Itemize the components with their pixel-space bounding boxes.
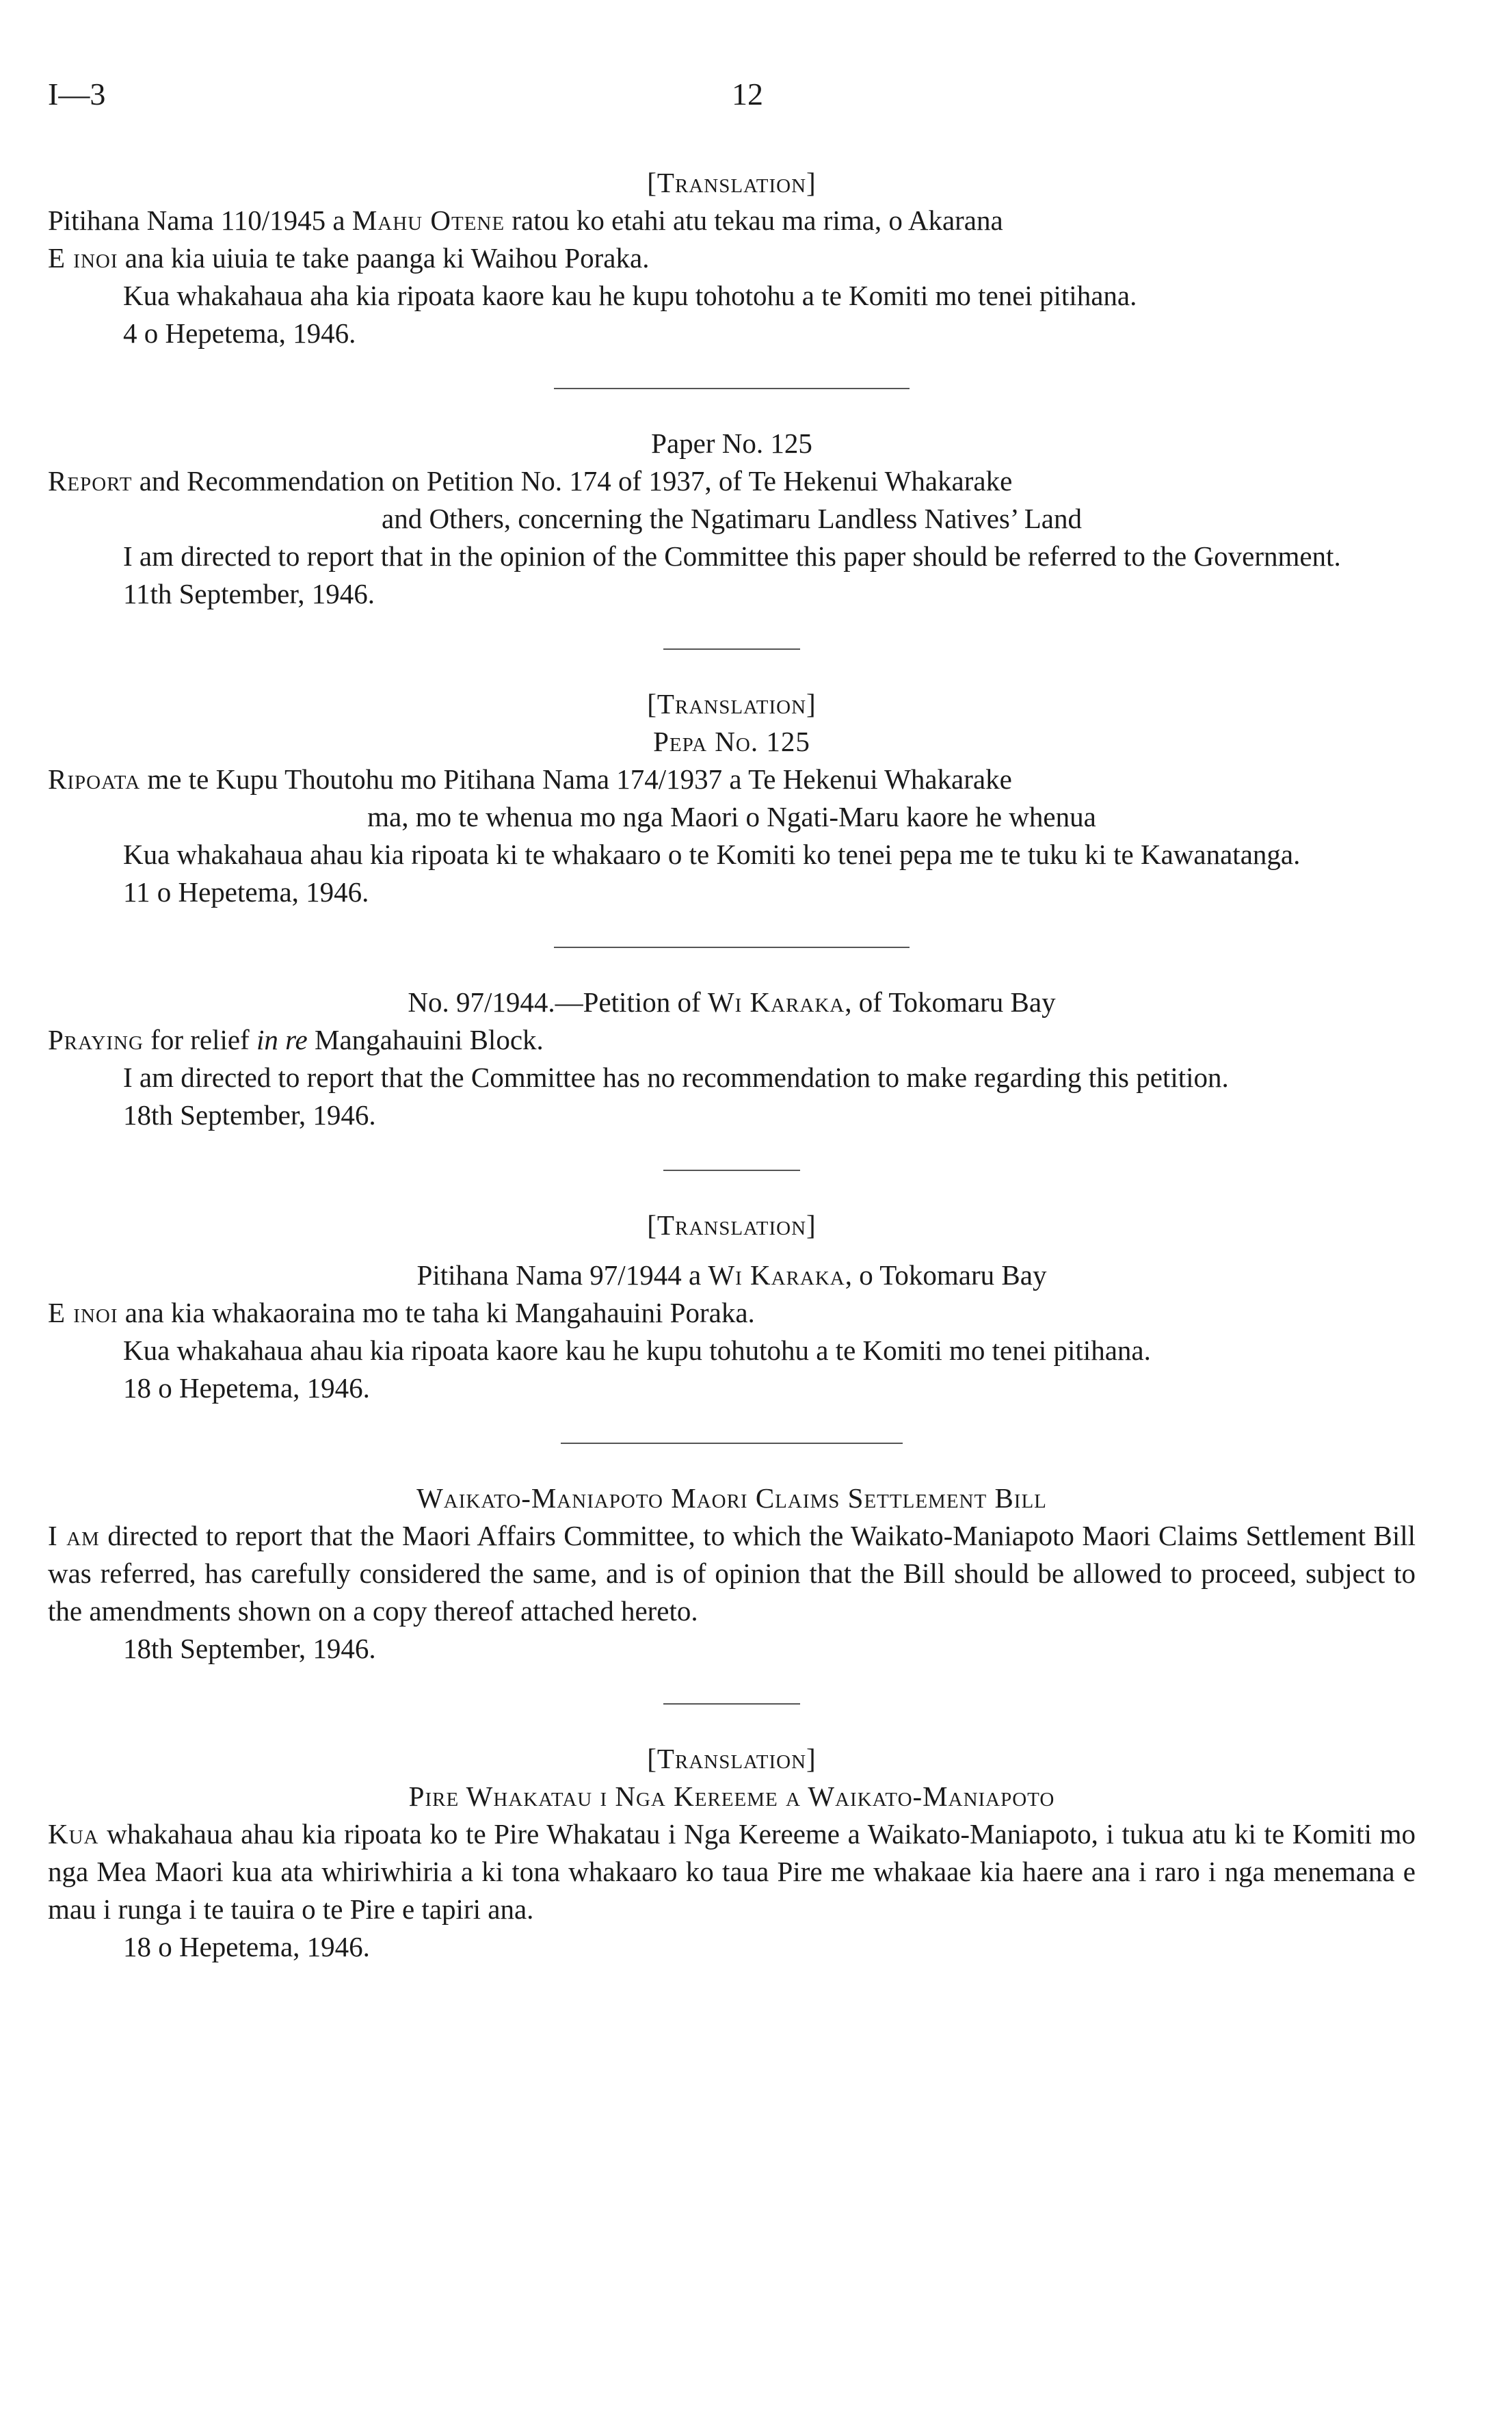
petitioner-name: Wi Karaka: [708, 1259, 845, 1291]
petition-97-1944: [48, 984, 1416, 1134]
petitioner-name: Wi Karaka: [707, 986, 845, 1018]
paper-number: Pepa No. 125: [653, 726, 810, 757]
section-divider: [554, 388, 910, 389]
committee-report: I am directed to report that the Committee has no recommendation to make regarding this petition.: [123, 1062, 1229, 1093]
translation-paper-125: [48, 685, 1416, 911]
report-date: 18th September, 1946.: [123, 1633, 376, 1664]
report-lead: I am: [48, 1520, 100, 1551]
prayer-line: [48, 1021, 1416, 1059]
paper-title-line-2: and Others, concerning the Ngatimaru Landless Natives’ Land: [382, 503, 1082, 534]
bill-title: Waikato-Maniapoto Maori Claims Settlement Bill: [416, 1482, 1047, 1514]
translation-bill-report: [48, 1740, 1416, 1966]
committee-report: Kua whakahaua aha kia ripoata kaore kau he kupu tohotohu a te Komiti mo tenei pitihana.: [123, 280, 1137, 311]
page-header: [48, 75, 1416, 130]
section-reference: I—3: [48, 77, 106, 111]
report-date: 11 o Hepetema, 1946.: [123, 876, 369, 908]
petition-title: [48, 1257, 1416, 1294]
petition-title-prefix: Pitihana Nama 110/1945 a: [48, 205, 352, 236]
report-date: 18 o Hepetema, 1946.: [123, 1372, 370, 1404]
petition-title-suffix: , o Tokomaru Bay: [845, 1259, 1047, 1291]
prayer-lead: E inoi: [48, 1297, 118, 1328]
report-date: 4 o Hepetema, 1946.: [123, 317, 356, 349]
petition-title: [48, 984, 1416, 1021]
translation-label: [Translation]: [647, 1209, 817, 1241]
prayer-line: [48, 239, 1416, 277]
bill-title: Pire Whakatau i Nga Kereeme a Waikato-Maniapoto: [408, 1780, 1055, 1812]
page-content: [48, 164, 1416, 1966]
petitioner-name: Mahu Otene: [352, 205, 505, 236]
section-divider: [663, 648, 800, 650]
translation-label: [Translation]: [647, 1743, 817, 1774]
report-body: directed to report that the Maori Affairs Committee, to which the Waikato-Maniapoto Maori Claims Settlement Bill was referred, has carefully considered the same, and is of opinion that the Bill should be allowed to proceed, subject to the amendments shown on a copy thereof attached hereto.: [48, 1520, 1416, 1627]
section-divider: [663, 1703, 800, 1705]
paper-title-rest: me te Kupu Thoutohu mo Pitihana Nama 174/1937 a Te Hekenui Whakarake: [140, 763, 1012, 795]
report-date: 11th September, 1946.: [123, 578, 375, 609]
petition-title-prefix: Pitihana Nama 97/1944 a: [416, 1259, 708, 1291]
paper-title-lead: Report: [48, 465, 133, 497]
petition-title: [48, 202, 1416, 239]
section-divider: [561, 1443, 903, 1444]
paper-title: [48, 462, 1416, 500]
prayer-text: for relief: [143, 1024, 256, 1055]
committee-report: I am directed to report that in the opinion of the Committee this paper should be referred to the Government.: [123, 540, 1341, 572]
page-number: 12: [732, 77, 763, 111]
paper-title-line-2: ma, mo te whenua mo nga Maori o Ngati-Maru kaore he whenua: [367, 801, 1096, 832]
prayer-line: [48, 1294, 1416, 1332]
prayer-text: ana kia whakaoraina mo te taha ki Mangahauini Poraka.: [118, 1297, 755, 1328]
prayer-text-end: Mangahauini Block.: [307, 1024, 544, 1055]
translation-label: [Translation]: [647, 167, 817, 198]
translation-petition-110-1945: [48, 164, 1416, 352]
paper-title-rest: and Recommendation on Petition No. 174 of 1937, of Te Hekenui Whakarake: [132, 465, 1013, 497]
paper-title-lead: Ripoata: [48, 763, 141, 795]
spacer: [48, 1244, 1416, 1257]
paper-number: Paper No. 125: [651, 428, 812, 459]
prayer-text: ana kia uiuia te take paanga ki Waihou Poraka.: [118, 242, 650, 274]
section-divider: [554, 947, 910, 948]
paper-title: [48, 761, 1416, 798]
report-date: 18th September, 1946.: [123, 1099, 376, 1131]
report-body: whakahaua ahau kia ripoata ko te Pire Whakatau i Nga Kereeme a Waikato-Maniapoto, i tukua atu ki te Komiti mo nga Mea Maori kua ata whiriwhiria a ki tona whakaaro ko taua Pire me whakaae kia haere ana i raro i nga menemana e mau i runga i te tauira o te Pire e tapiri ana.: [48, 1818, 1416, 1925]
committee-report: [48, 1517, 1416, 1630]
prayer-lead: E inoi: [48, 242, 118, 274]
paper-125-report: [48, 425, 1416, 613]
petition-title-prefix: No. 97/1944.—Petition of: [408, 986, 708, 1018]
section-divider: [663, 1170, 800, 1171]
waikato-maniapoto-bill-report: [48, 1480, 1416, 1668]
prayer-italic: in re: [256, 1024, 308, 1055]
prayer-lead: Praying: [48, 1024, 144, 1055]
translation-petition-97-1944: [48, 1207, 1416, 1407]
committee-report: Kua whakahaua ahau kia ripoata kaore kau he kupu tohutohu a te Komiti mo tenei pitihana.: [123, 1335, 1151, 1366]
report-lead: Kua: [48, 1818, 99, 1850]
petition-title-suffix: ratou ko etahi atu tekau ma rima, o Akarana: [505, 205, 1003, 236]
committee-report: [48, 1815, 1416, 1928]
translation-label: [Translation]: [647, 688, 817, 720]
report-date: 18 o Hepetema, 1946.: [123, 1931, 370, 1962]
committee-report: Kua whakahaua ahau kia ripoata ki te whakaaro o te Komiti ko tenei pepa me te tuku ki te Kawanatanga.: [123, 839, 1301, 870]
petition-title-suffix: , of Tokomaru Bay: [845, 986, 1056, 1018]
